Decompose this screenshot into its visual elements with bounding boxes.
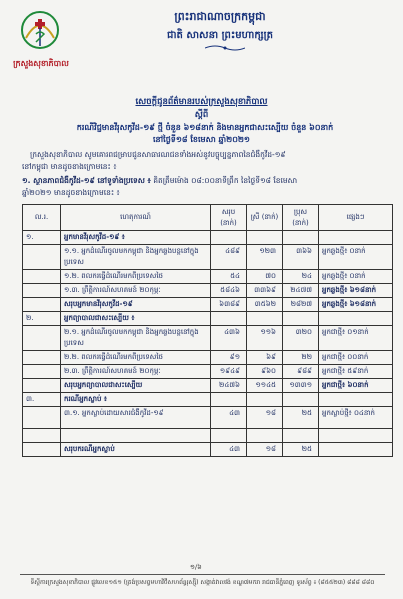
cell-total: ១៩៤៩: [211, 365, 247, 379]
cell-total: ៥៤: [211, 270, 247, 284]
table-row: [23, 379, 393, 393]
cell-female: ១២៣: [247, 245, 283, 270]
cell-note: [319, 443, 393, 457]
ministry-logo-icon: [18, 8, 62, 56]
cell-female: ១៨: [247, 443, 283, 457]
cell-male: [283, 429, 319, 443]
cell-description: ២.២. ពលករធ្វើដំណើរមកពីប្រទេសថៃ: [61, 351, 211, 365]
cell-no: ២.: [23, 312, 61, 326]
cell-note: អ្នកជាថ្មី៖ ៦០នាក់: [319, 379, 393, 393]
page-number: ១/៦: [190, 563, 202, 571]
cell-total: ៥៨៤៦: [211, 284, 247, 298]
cell-total: ៤៣: [211, 407, 247, 429]
cell-male: ២៥: [283, 443, 319, 457]
cell-description: អ្នកព្យាបាលជាសះស្បើយ ៖: [61, 312, 211, 326]
table-row: [23, 429, 393, 443]
table-row: [23, 351, 393, 365]
document-headline: ករណីវិជ្ជមានវីរុសកូវីដ-១៩ ថ្មី ចំនួន ៦១៨នាក់ និងមានអ្នកជាសះស្បើយ ចំនួន ៦០នាក់: [76, 123, 334, 132]
cell-description: អ្នកមានវីរុសកូវីដ-១៩ ៖: [61, 231, 211, 245]
cell-female: [247, 312, 283, 326]
cell-description: ៣.១. អ្នកស្លាប់ដោយសារជំងឺកូវីដ-១៩: [61, 407, 211, 429]
ornament-icon: [205, 44, 245, 52]
cell-total: [211, 429, 247, 443]
cell-male: ១៣៣១: [283, 379, 319, 393]
cell-description: ករណីអ្នកស្លាប់ ៖: [61, 393, 211, 407]
col-header-note: ផ្សេងៗ: [319, 205, 393, 231]
cell-female: ៣៥៦២: [247, 298, 283, 312]
cell-note: អ្នកជាថ្មី៖ ០០នាក់: [319, 351, 393, 365]
cell-no: ១.: [23, 231, 61, 245]
cell-female: ៩៦០: [247, 365, 283, 379]
cell-no: [23, 284, 61, 298]
cell-male: ៩៨៩: [283, 365, 319, 379]
table-row: [23, 312, 393, 326]
cell-total: ៩១: [211, 351, 247, 365]
table-row: [23, 231, 393, 245]
cell-total: ៤៣៦: [211, 326, 247, 351]
col-header-description: ហេតុការណ៍: [61, 205, 211, 231]
covid-stats-table: [22, 204, 393, 457]
cell-male: ២៥: [283, 407, 319, 429]
cell-note: អ្នកជាថ្មី៖ ០១នាក់: [319, 326, 393, 351]
cell-male: ៣៦៦: [283, 245, 319, 270]
national-motto: ជាតិ សាសនា ព្រះមហាក្សត្រ: [167, 30, 273, 41]
cell-no: [23, 407, 61, 429]
table-row: [23, 298, 393, 312]
cell-note: [319, 312, 393, 326]
cell-note: អ្នកស្លាប់ថ្មី៖ ០៤នាក់: [319, 407, 393, 429]
cell-note: [319, 231, 393, 245]
cell-male: ៣២០: [283, 326, 319, 351]
cell-total: ៤៣: [211, 443, 247, 457]
cell-description: ២.៣. ព្រឹត្តិការណ៍សហគមន៍ ២០កុម្ភៈ: [61, 365, 211, 379]
document-date: នៅថ្ងៃទី១៨ ខែមេសា ឆ្នាំ២០២១: [153, 135, 250, 144]
section-1-heading: [22, 176, 392, 187]
cell-total: ៤៨៩: [211, 245, 247, 270]
footer-address: ទីស្តីការក្រសួងសុខាភិបាល ផ្លូវលេខ១៥១ (ត្រង់ប្រសព្វមហាវិថីសហព័ន្ធរុស្ស៊ី) សង្កាត់វាលវង់ ខណ្ឌ៧មករា រាជធានីភ្នំពេញ ទូរស័ព្ទ ៖ (៨៥៥២៣) ៨៨៨ ៨៨០: [30, 579, 375, 586]
cell-female: ១១៤៥: [247, 379, 283, 393]
cell-no: [23, 351, 61, 365]
ministry-name: ក្រសួងសុខាភិបាល: [13, 59, 69, 68]
cell-male: ២២: [283, 351, 319, 365]
section-1-text-cont: ឆ្នាំ២០២១ មានដូចខាងក្រោមនេះ ៖: [22, 188, 120, 197]
cell-no: [23, 270, 61, 284]
cell-no: [23, 365, 61, 379]
cell-no: [23, 298, 61, 312]
cell-total: [211, 231, 247, 245]
cell-no: [23, 429, 61, 443]
cell-description: ១.២. ពលករធ្វើដំណើរមកពីប្រទេសថៃ: [61, 270, 211, 284]
cell-note: អ្នកឆ្លងថ្មី៖ ០នាក់: [319, 245, 393, 270]
cell-description: ១.១. អ្នកដំណើរចូលមកកម្ពុជា និងអ្នកឆ្លងបន្តនៅក្នុងប្រទេស: [61, 245, 211, 270]
cell-male: ២៤៧៧: [283, 284, 319, 298]
section-1-title: ១. ស្ថានភាពជំងឺកូវីដ-១៩ នៅទូទាំងប្រទេស ៖: [22, 176, 151, 185]
cell-no: ៣.: [23, 393, 61, 407]
cell-female: ៣៣៦៩: [247, 284, 283, 298]
cell-female: [247, 393, 283, 407]
cell-female: ១៨: [247, 407, 283, 429]
col-header-no: ល.រ.: [23, 205, 61, 231]
table-row: [23, 270, 393, 284]
cell-male: [283, 231, 319, 245]
cell-note: អ្នកឆ្លងថ្មី៖ ០នាក់: [319, 270, 393, 284]
cell-total: [211, 312, 247, 326]
table-row: [23, 365, 393, 379]
intro-text: ក្រសួងសុខាភិបាល សូមគោរពជម្រាបជូនសាធារណជនទាំងអស់នូវបច្ចុប្បន្នភាពនៃជំងឺកូវីដ-១៩: [30, 150, 286, 159]
kingdom-title: ព្រះរាជាណាចក្រកម្ពុជា: [174, 10, 266, 23]
table-row: [23, 326, 393, 351]
cell-female: ៦៩: [247, 351, 283, 365]
cell-male: ២៤: [283, 270, 319, 284]
cell-description: ២.១. អ្នកដំណើរចូលមកកម្ពុជា និងអ្នកឆ្លងបន្តនៅក្នុងប្រទេស: [61, 326, 211, 351]
cell-note: អ្នកជាថ្មី៖ ៥៩នាក់: [319, 365, 393, 379]
cell-description: សរុបករណីអ្នកស្លាប់: [61, 443, 211, 457]
table-row: [23, 284, 393, 298]
table-header-row: [23, 205, 393, 231]
cell-note: [319, 393, 393, 407]
col-header-male: ប្រុស (នាក់): [283, 205, 319, 231]
col-header-total: សរុប (នាក់): [211, 205, 247, 231]
cell-female: [247, 231, 283, 245]
cell-female: ១១៦: [247, 326, 283, 351]
letterhead: [0, 0, 403, 80]
document-about: ស្តីពី: [194, 110, 209, 120]
intro-text-cont: នៅកម្ពុជា មានដូចខាងក្រោមនេះ ៖: [22, 162, 117, 171]
cell-no: [23, 245, 61, 270]
document-title: សេចក្តីជូនព័ត៌មានរបស់ក្រសួងសុខាភិបាល: [135, 97, 268, 107]
table-row: [23, 393, 393, 407]
cell-no: [23, 443, 61, 457]
table-row: [23, 443, 393, 457]
cell-total: ៦៣៨៩: [211, 298, 247, 312]
cell-total: [211, 393, 247, 407]
cell-note: អ្នកឆ្លងថ្មី៖ ៦១៨នាក់: [319, 298, 393, 312]
cell-male: [283, 393, 319, 407]
table-row: [23, 245, 393, 270]
cell-description: សរុបអ្នកព្យាបាលជាសះស្បើយ: [61, 379, 211, 393]
footer-divider: [20, 574, 385, 575]
cell-no: [23, 379, 61, 393]
cell-description: ១.៣. ព្រឹត្តិការណ៍សហគមន៍ ២០កុម្ភៈ: [61, 284, 211, 298]
cell-no: [23, 326, 61, 351]
cell-description: [61, 429, 211, 443]
cell-male: [283, 312, 319, 326]
cell-description: សរុបអ្នកមានវីរុសកូវីដ-១៩: [61, 298, 211, 312]
table-row: [23, 407, 393, 429]
cell-note: [319, 429, 393, 443]
cell-note: អ្នកឆ្លងថ្មី៖ ៦១៨នាក់: [319, 284, 393, 298]
cell-total: ២៤៧៦: [211, 379, 247, 393]
col-header-female: ស្រី (នាក់): [247, 205, 283, 231]
cell-male: ២៨២៧: [283, 298, 319, 312]
cell-female: ៧០: [247, 270, 283, 284]
section-1-text: គិតត្រឹមម៉ោង ០៨:០០នាទីព្រឹក នៃថ្ងៃទី១៨ ខែមេសា: [150, 176, 298, 185]
cell-female: [247, 429, 283, 443]
